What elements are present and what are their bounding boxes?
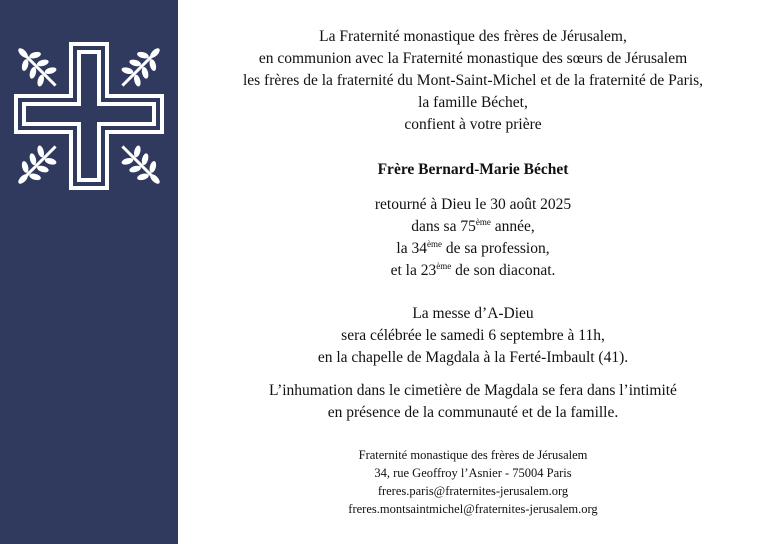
contact-footer — [178, 446, 768, 518]
death-block — [178, 194, 768, 282]
jerusalem-cross-icon — [10, 40, 168, 192]
burial-line-1: L’inhumation dans le cimetière de Magdala se fera dans l’intimité — [269, 382, 677, 399]
intro-line-1: La Fraternité monastique des frères de Jérusalem, — [319, 28, 627, 45]
death-line-2: dans sa 75ème année, — [411, 217, 535, 235]
intro-line-2: en communion avec la Fraternité monastique des sœurs de Jérusalem — [258, 50, 688, 67]
sidebar-panel — [0, 0, 178, 544]
death-line-4: et la 23ème de son diaconat. — [390, 261, 556, 279]
mass-line-1: La messe d’A-Dieu — [412, 305, 534, 322]
announcement-text — [178, 0, 768, 544]
mass-line-3: en la chapelle de Magdala à la Ferté-Imbault (41). — [317, 349, 629, 366]
burial-block — [178, 380, 768, 424]
death-line-1: retourné à Dieu le 30 août 2025 — [374, 196, 572, 213]
footer-address: 34, rue Geoffroy l’Asnier - 75004 Paris — [374, 466, 572, 480]
footer-email-mont-saint-michel[interactable]: freres.montsaintmichel@fraternites-jerusalem.org — [348, 502, 598, 516]
death-line-3: la 34ème de sa profession, — [396, 239, 550, 257]
intro-line-3: les frères de la fraternité du Mont-Saint-Michel et de la fraternité de Paris, — [242, 72, 704, 89]
footer-email-paris[interactable]: freres.paris@fraternites-jerusalem.org — [377, 484, 569, 498]
footer-organization: Fraternité monastique des frères de Jérusalem — [358, 448, 588, 462]
burial-line-2: en présence de la communauté et de la famille. — [327, 404, 619, 421]
intro-block — [178, 26, 768, 136]
intro-line-5: confient à votre prière — [404, 116, 542, 133]
intro-line-4: la famille Béchet, — [418, 94, 528, 111]
mass-line-2: sera célébrée le samedi 6 septembre à 11h, — [341, 327, 605, 344]
deceased-name: Frère Bernard-Marie Béchet — [377, 161, 569, 178]
mass-block — [178, 303, 768, 369]
deceased-name-block — [178, 159, 768, 181]
